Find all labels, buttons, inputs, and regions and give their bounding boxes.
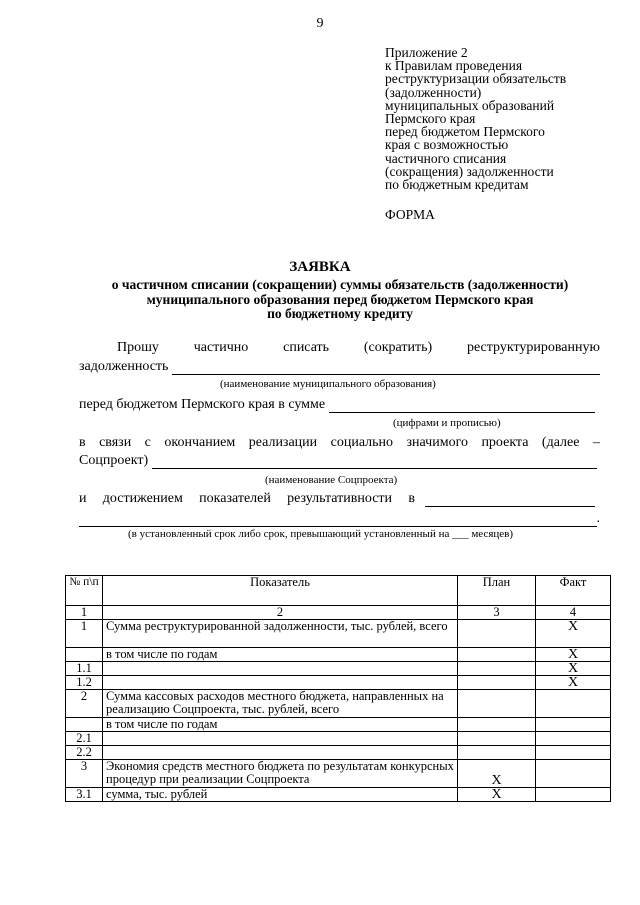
table-row xyxy=(66,718,611,732)
row-plan[interactable] xyxy=(458,662,536,676)
row-plan[interactable]: X xyxy=(458,788,536,802)
header-fact: Факт xyxy=(536,576,611,606)
row-fact[interactable] xyxy=(536,718,611,732)
word: (далее xyxy=(541,435,580,450)
row-indicator: сумма, тыс. рублей xyxy=(103,788,458,802)
appendix-line: Приложение 2 xyxy=(385,45,468,60)
subtitle-line: по бюджетному кредиту xyxy=(267,306,413,321)
table-header-row xyxy=(66,576,611,606)
amount-field[interactable] xyxy=(329,398,595,413)
appendix-line: Пермского края xyxy=(385,111,476,127)
word: реструктурированную xyxy=(466,340,600,355)
word: частично xyxy=(193,340,249,355)
row-plan[interactable]: X xyxy=(458,760,536,788)
row-fact[interactable] xyxy=(536,732,611,746)
row-number: 3.1 xyxy=(66,788,103,802)
form-label: ФОРМА xyxy=(385,207,435,222)
deadline-field-continuation[interactable] xyxy=(79,512,597,527)
document-title: ЗАЯВКА xyxy=(289,259,351,275)
indicators-table xyxy=(65,575,611,802)
column-number: 3 xyxy=(458,606,536,620)
project-label: Соцпроект) xyxy=(79,453,149,468)
word: (сократить) xyxy=(363,340,433,355)
header-number: № п\п xyxy=(66,576,103,606)
row-number: 3 xyxy=(66,760,103,788)
row-fact[interactable]: X xyxy=(536,676,611,690)
project-name-field[interactable] xyxy=(152,454,597,469)
row-fact[interactable]: X xyxy=(536,620,611,648)
column-number: 4 xyxy=(536,606,611,620)
row-indicator xyxy=(103,732,458,746)
row-plan[interactable] xyxy=(458,648,536,662)
header-plan: План xyxy=(458,576,536,606)
column-number: 1 xyxy=(66,606,103,620)
row-fact[interactable] xyxy=(536,746,611,760)
row-number: 1 xyxy=(66,620,103,648)
table-numbering-row xyxy=(66,606,611,620)
municipality-hint: (наименование муниципального образования) xyxy=(220,378,436,390)
word: достижением xyxy=(102,491,183,506)
table-row xyxy=(66,760,611,788)
appendix-line: края с возможностью xyxy=(385,137,509,153)
appendix-line: по бюджетным кредитам xyxy=(385,177,529,193)
row-plan[interactable] xyxy=(458,746,536,760)
amount-hint: (цифрами и прописью) xyxy=(393,417,501,429)
appendix-line: (задолженности) xyxy=(385,84,482,100)
word: – xyxy=(592,435,600,450)
row-plan[interactable] xyxy=(458,690,536,718)
table-row xyxy=(66,732,611,746)
word: значимого xyxy=(406,435,468,450)
row-plan[interactable] xyxy=(458,620,536,648)
word: реализации xyxy=(248,435,318,450)
document-subtitle xyxy=(60,278,620,322)
appendix-line: муниципальных образований xyxy=(385,97,555,113)
appendix-line: к Правилам проведения xyxy=(385,58,523,74)
word: социально xyxy=(330,435,394,450)
row-plan[interactable] xyxy=(458,718,536,732)
row-number xyxy=(66,648,103,662)
word: списать xyxy=(283,340,330,355)
table-row xyxy=(66,620,611,648)
row-indicator: в том числе по годам xyxy=(103,718,458,732)
row-indicator xyxy=(103,662,458,676)
subtitle-line: муниципального образования перед бюджетом Пермского края xyxy=(146,291,534,307)
deadline-hint: (в установленный срок либо срок, превышающий установленный на ___ месяцев) xyxy=(128,528,514,540)
table-row xyxy=(66,746,611,760)
appendix-line: реструктуризации обязательств xyxy=(385,71,567,87)
reason-line xyxy=(79,435,600,451)
row-plan[interactable] xyxy=(458,676,536,690)
row-indicator: Сумма кассовых расходов местного бюджета, направленных на реализацию Соцпроекта, тыс. рублей, всего xyxy=(103,690,458,718)
row-indicator: Экономия средств местного бюджета по результатам конкурсных процедур при реализации Соцпроекта xyxy=(103,760,458,788)
debt-label: задолженность xyxy=(79,359,169,374)
word: и xyxy=(79,491,87,506)
municipality-line xyxy=(79,359,600,375)
amount-label: перед бюджетом Пермского края в сумме xyxy=(79,397,326,412)
word: проекта xyxy=(481,435,529,450)
table-row xyxy=(66,788,611,802)
subtitle-line: о частичном списании (сокращении) суммы обязательств (задолженности) xyxy=(111,277,569,292)
row-number: 1.1 xyxy=(66,662,103,676)
appendix-line: перед бюджетом Пермского xyxy=(385,124,545,140)
table-row xyxy=(66,690,611,718)
word: Прошу xyxy=(117,340,159,355)
word: связи xyxy=(99,435,132,450)
project-line xyxy=(79,453,597,469)
row-number: 1.2 xyxy=(66,676,103,690)
table-row xyxy=(66,648,611,662)
row-fact[interactable]: X xyxy=(536,648,611,662)
row-fact[interactable] xyxy=(536,760,611,788)
word: с xyxy=(144,435,151,450)
request-line-1 xyxy=(117,340,600,356)
word: показателей xyxy=(199,491,271,506)
row-indicator: в том числе по годам xyxy=(103,648,458,662)
row-indicator xyxy=(103,746,458,760)
deadline-field[interactable] xyxy=(425,492,595,507)
table-row xyxy=(66,662,611,676)
period: . xyxy=(596,511,600,526)
amount-line xyxy=(79,397,595,413)
row-fact[interactable] xyxy=(536,690,611,718)
appendix-line: частичного списания xyxy=(385,150,507,166)
municipality-name-field[interactable] xyxy=(172,360,600,375)
page-number: 9 xyxy=(316,16,324,31)
row-number: 2 xyxy=(66,690,103,718)
row-indicator: Сумма реструктурированной задолженности, тыс. рублей, всего xyxy=(103,620,458,648)
row-number: 2.1 xyxy=(66,732,103,746)
word: результативности xyxy=(287,491,393,506)
row-fact[interactable]: X xyxy=(536,662,611,676)
header-indicator: Показатель xyxy=(103,576,458,606)
appendix-line: (сокращения) задолженности xyxy=(385,163,554,179)
word: в xyxy=(79,435,86,450)
row-indicator xyxy=(103,676,458,690)
row-number: 2.2 xyxy=(66,746,103,760)
row-number xyxy=(66,718,103,732)
deadline-continuation-line xyxy=(79,511,600,527)
word: окончанием xyxy=(164,435,236,450)
table-row xyxy=(66,676,611,690)
column-number: 2 xyxy=(103,606,458,620)
row-plan[interactable] xyxy=(458,732,536,746)
appendix-block xyxy=(385,46,566,191)
project-hint: (наименование Соцпроекта) xyxy=(265,474,398,486)
indicators-line xyxy=(79,491,595,507)
row-fact[interactable] xyxy=(536,788,611,802)
word: в xyxy=(408,491,415,506)
